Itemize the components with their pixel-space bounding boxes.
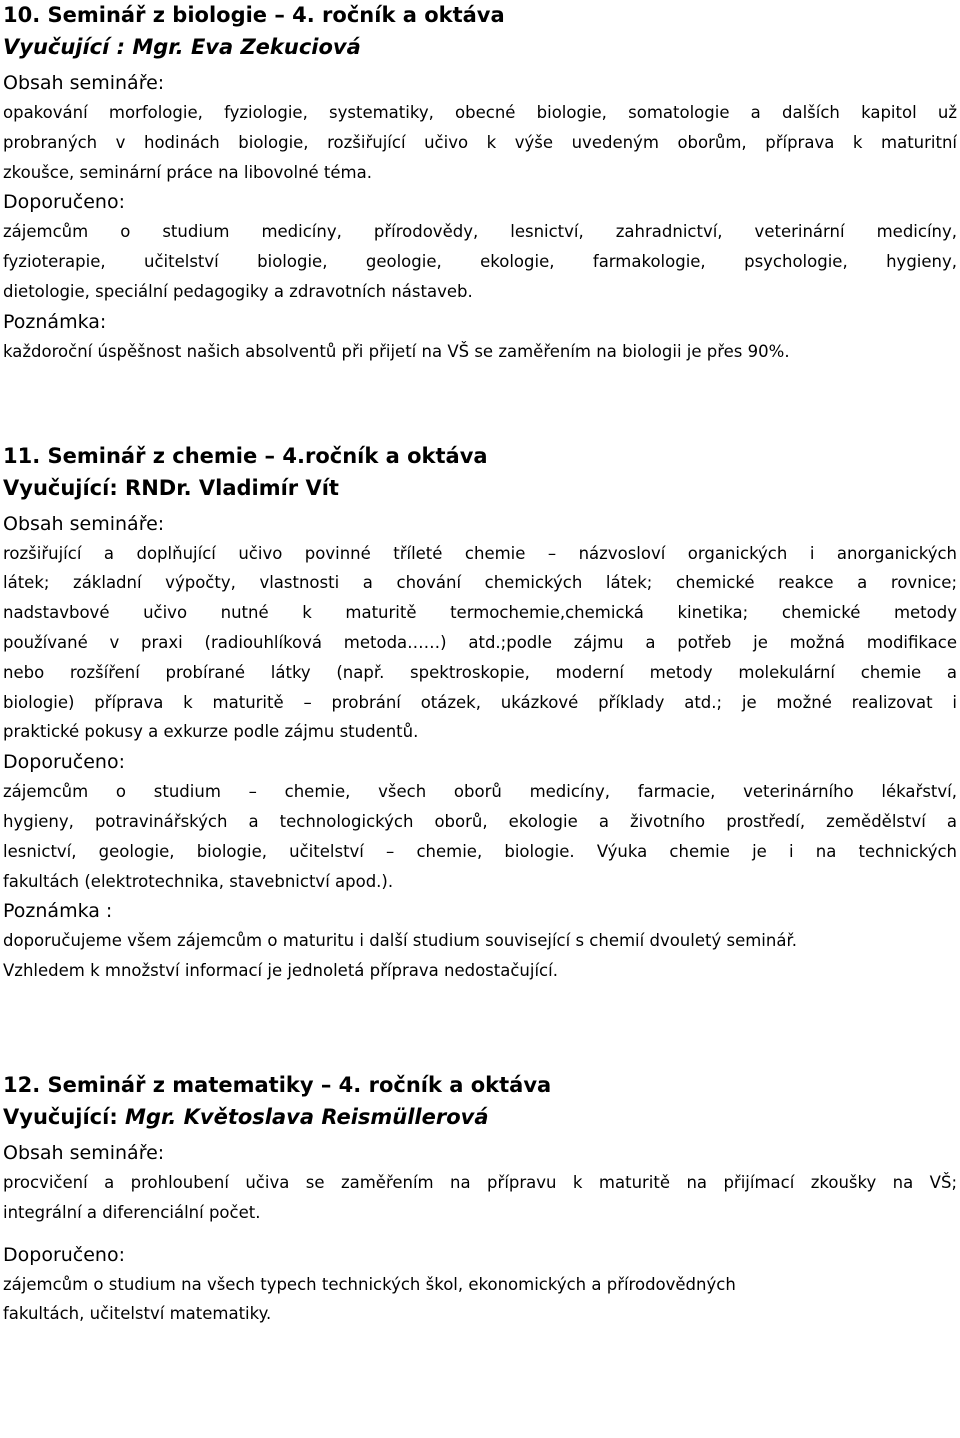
seminar-mathematics xyxy=(3,1070,957,1329)
teacher-name: RNDr. Vladimír Vít xyxy=(125,475,339,500)
teacher-name: Mgr. Květoslava Reismüllerová xyxy=(125,1104,489,1129)
seminar-chemistry xyxy=(3,441,957,986)
text-line: integrální a diferenciální počet. xyxy=(3,1202,261,1222)
note-label: Poznámka : xyxy=(3,900,113,923)
section-teacher xyxy=(3,471,957,505)
text-line: rozšiřující a doplňující učivo povinné tříleté chemie – názvosloví organických i anorganických xyxy=(3,543,957,563)
text-line: používané v praxi (radiouhlíková metoda……) atd.;podle zájmu a potřeb je možná modifikace xyxy=(3,632,957,652)
text-line: praktické pokusy a exkurze podle zájmu studentů. xyxy=(3,722,419,742)
text-line: lesnictví, geologie, biologie, učitelství – chemie, biologie. Výuka chemie je i na technických xyxy=(3,841,957,861)
text-line: Vzhledem k množství informací je jednoletá příprava nedostačující. xyxy=(3,961,558,981)
teacher-label: Vyučující : xyxy=(3,35,133,59)
section-title: 10. Seminář z biologie – 4. ročník a oktáva xyxy=(3,3,505,27)
text-line: hygieny, potravinářských a technologických oborů, ekologie a životního prostředí, zemědělství a xyxy=(3,811,957,831)
recommended-label: Doporučeno: xyxy=(3,191,125,214)
content-text xyxy=(3,1168,957,1228)
recommended-text xyxy=(3,217,957,306)
seminar-biology xyxy=(3,0,957,367)
recommended-label: Doporučeno: xyxy=(3,1243,125,1266)
recommended-text xyxy=(3,777,957,896)
text-line: zájemcům o studium na všech typech technických škol, ekonomických a přírodovědných xyxy=(3,1274,736,1294)
spacer xyxy=(3,367,957,441)
text-line: zájemcům o studium – chemie, všech oborů medicíny, farmacie, veterinárního lékařství, xyxy=(3,782,957,802)
teacher-name: Mgr. Eva Zekuciová xyxy=(132,35,361,59)
spacer xyxy=(3,986,957,1070)
text-line: zkoušce, seminární práce na libovolné téma. xyxy=(3,162,372,182)
text-line: fakultách (elektrotechnika, stavebnictví apod.). xyxy=(3,871,394,891)
content-text xyxy=(3,98,957,187)
text-line: opakování morfologie, fyziologie, systematiky, obecné biologie, somatologie a dalších kapitol už xyxy=(3,103,957,122)
note-text xyxy=(3,337,957,367)
teacher-label: Vyučující: xyxy=(3,475,126,500)
text-line: nebo rozšíření probírané látky (např. spektroskopie, moderní metody molekulární chemie a xyxy=(3,662,957,682)
section-teacher xyxy=(3,1100,957,1134)
text-line: fakultách, učitelství matematiky. xyxy=(3,1304,272,1324)
section-title: 11. Seminář z chemie – 4.ročník a oktáva xyxy=(3,443,488,468)
section-teacher xyxy=(3,30,957,64)
note-text xyxy=(3,926,957,986)
recommended-text xyxy=(3,1270,957,1330)
text-line: dietologie, speciální pedagogiky a zdravotních nástaveb. xyxy=(3,281,473,301)
text-line: každoroční úspěšnost našich absolventů při přijetí na VŠ se zaměřením na biologii je přes 90%. xyxy=(3,341,790,361)
note-label: Poznámka: xyxy=(3,310,107,333)
text-line: probraných v hodinách biologie, rozšiřující učivo k výše uvedeným oborům, příprava k maturitní xyxy=(3,132,957,152)
content-label: Obsah semináře: xyxy=(3,72,165,94)
text-line: zájemcům o studium medicíny, přírodovědy, lesnictví, zahradnictví, veterinární medicíny, xyxy=(3,222,957,242)
text-line: procvičení a prohloubení učiva se zaměřením na přípravu k maturitě na přijímací zkoušky na VŠ; xyxy=(3,1172,957,1192)
recommended-label: Doporučeno: xyxy=(3,751,125,774)
content-text xyxy=(3,539,957,748)
text-line: nadstavbové učivo nutné k maturitě termochemie,chemická kinetika; chemické metody xyxy=(3,603,957,623)
section-title: 12. Seminář z matematiky – 4. ročník a oktáva xyxy=(3,1072,552,1097)
text-line: doporučujeme všem zájemcům o maturitu i další studium související s chemií dvouletý seminář. xyxy=(3,931,797,951)
text-line: fyzioterapie, učitelství biologie, geologie, ekologie, farmakologie, psychologie, hygieny, xyxy=(3,252,957,272)
text-line: látek; základní výpočty, vlastnosti a chování chemických látek; chemické reakce a rovnice; xyxy=(3,573,957,593)
text-line: biologie) příprava k maturitě – probrání otázek, ukázkové příklady atd.; je možné realizovat i xyxy=(3,692,957,712)
content-label: Obsah semináře: xyxy=(3,512,165,535)
content-label: Obsah semináře: xyxy=(3,1141,165,1164)
teacher-label: Vyučující: xyxy=(3,1104,126,1129)
